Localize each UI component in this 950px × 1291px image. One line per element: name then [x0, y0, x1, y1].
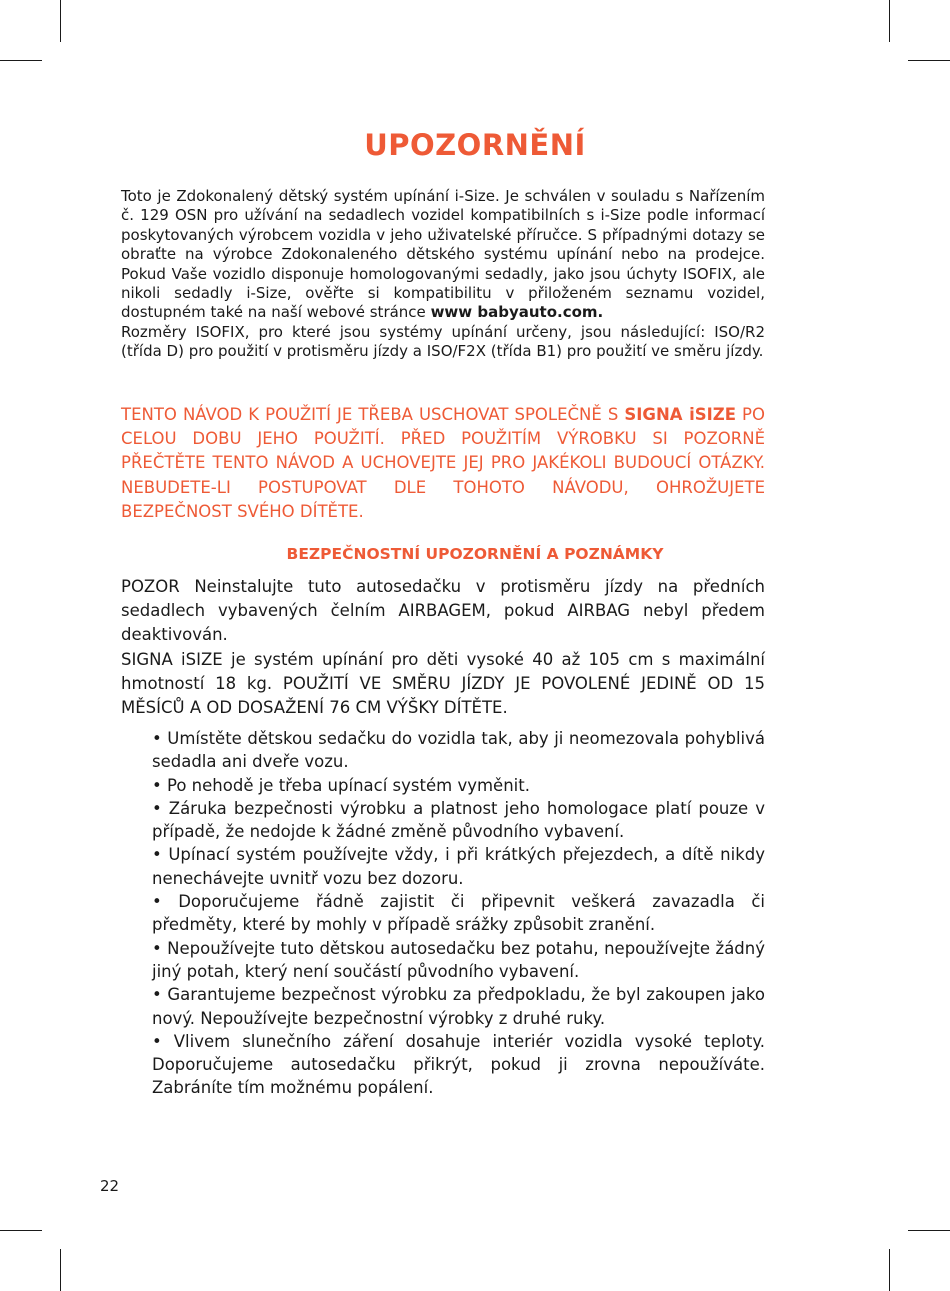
list-item: • Upínací systém používejte vždy, i při krátkých přejezdech, a dítě nikdy nenechávejte uvnitř vozu bez dozoru. [152, 845, 765, 888]
notice-text-start: TENTO NÁVOD K POUŽITÍ JE TŘEBA USCHOVAT SPOLEČNĚ S [121, 405, 625, 424]
crop-mark-bottom-left [60, 1249, 61, 1291]
intro-paragraph-1 [121, 187, 765, 323]
usage-limits: SIGNA iSIZE je systém upínání pro děti vysoké 40 až 105 cm s maximální hmotností 18 kg. POUŽITÍ VE SMĚRU JÍZDY JE POVOLENÉ JEDINĚ OD 15 MĚSÍCŮ A OD DOSAŽENÍ 76 CM VÝŠKY DÍTĚTE. [121, 649, 765, 718]
crop-mark-bottom-right-h [908, 1230, 950, 1231]
list-item: • Nepoužívejte tuto dětskou autosedačku bez potahu, nepoužívejte žádný jiný potah, který není součástí původního vybavení. [152, 938, 765, 981]
product-name: SIGNA iSIZE [624, 405, 736, 424]
list-item: • Garantujeme bezpečnost výrobku za předpokladu, že byl zakoupen jako nový. Nepoužívejte bezpečnostní výrobky z druhé ruky. [152, 985, 765, 1028]
intro-text [121, 187, 765, 362]
website-link: www babyauto.com. [430, 303, 604, 322]
intro-paragraph-2: Rozměry ISOFIX, pro které jsou systémy upínání určeny, jsou následující: ISO/R2 (třída D) pro použití v protisměru jízdy a ISO/F2X (třída B1) pro použití ve směru jízdy. [121, 322, 765, 361]
crop-mark-top-left-h [0, 60, 42, 61]
airbag-warning: POZOR Neinstalujte tuto autosedačku v protisměru jízdy na předních sedadlech vybavených čelním AIRBAGEM, pokud AIRBAG nebyl předem deaktivován. [121, 577, 765, 645]
list-item: • Záruka bezpečnosti výrobku a platnost jeho homologace platí pouze v případě, že nedojde k žádné změně původního vybavení. [152, 798, 765, 842]
page-title: UPOZORNĚNÍ [364, 128, 586, 162]
crop-mark-top-left [60, 0, 61, 42]
intro-paragraph-1-text: Toto je Zdokonalený dětský systém upínání i-Size. Je schválen v souladu s Nařízením č. 129 OSN pro užívání na sedadlech vozidel kompatibilních s i-Size podle informací poskytovaných výrobcem vozidla v jeho uživatelské příručce. S případnými dotazy se obraťte na výrobce Zdokonaleného dětského systému upínání nebo na prodejce. Pokud Vaše vozidlo disponuje homologovanými sedadly, jako jsou úchyty ISOFIX, ale nikoli sedadly i-Size, ověřte si kompatibilitu v přiloženém seznamu vozidel, dostupném také na naší webové stránce [121, 187, 765, 322]
crop-mark-bottom-left-h [0, 1230, 42, 1231]
keep-manual-notice [121, 403, 765, 524]
list-item: • Doporučujeme řádně zajistit či připevnit veškerá zavazadla či předměty, které by mohly v případě srážky způsobit zranění. [152, 892, 765, 935]
safety-list [152, 727, 765, 1100]
airbag-warning-block [121, 575, 765, 720]
section-title: BEZPEČNOSTNÍ UPOZORNĚNÍ A POZNÁMKY [286, 545, 664, 563]
crop-mark-bottom-right [889, 1249, 890, 1291]
page-number: 22 [100, 1177, 120, 1195]
notice-text-end: PO CELOU DOBU JEHO POUŽITÍ. PŘED POUŽITÍM VÝROBKU SI POZORNĚ PŘEČTĚTE TENTO NÁVOD A UCHOVEJTE JEJ PRO JAKÉKOLI BUDOUCÍ OTÁZKY. NEBUDETE-LI POSTUPOVAT DLE TOHOTO NÁVODU, OHROŽUJETE BEZPEČNOST SVÉHO DÍTĚTE. [121, 405, 765, 521]
list-item: • Vlivem slunečního záření dosahuje interiér vozidla vysoké teploty. Doporučujeme autosedačku přikrýt, pokud ji zrovna nepoužíváte. Zabráníte tím možnému popálení. [152, 1031, 765, 1098]
list-item: • Po nehodě je třeba upínací systém vyměnit. [152, 775, 530, 795]
crop-mark-top-right-h [908, 60, 950, 61]
crop-mark-top-right [889, 0, 890, 42]
list-item: • Umístěte dětskou sedačku do vozidla tak, aby ji neomezovala pohyblivá sedadla ani dveře vozu. [152, 729, 765, 772]
